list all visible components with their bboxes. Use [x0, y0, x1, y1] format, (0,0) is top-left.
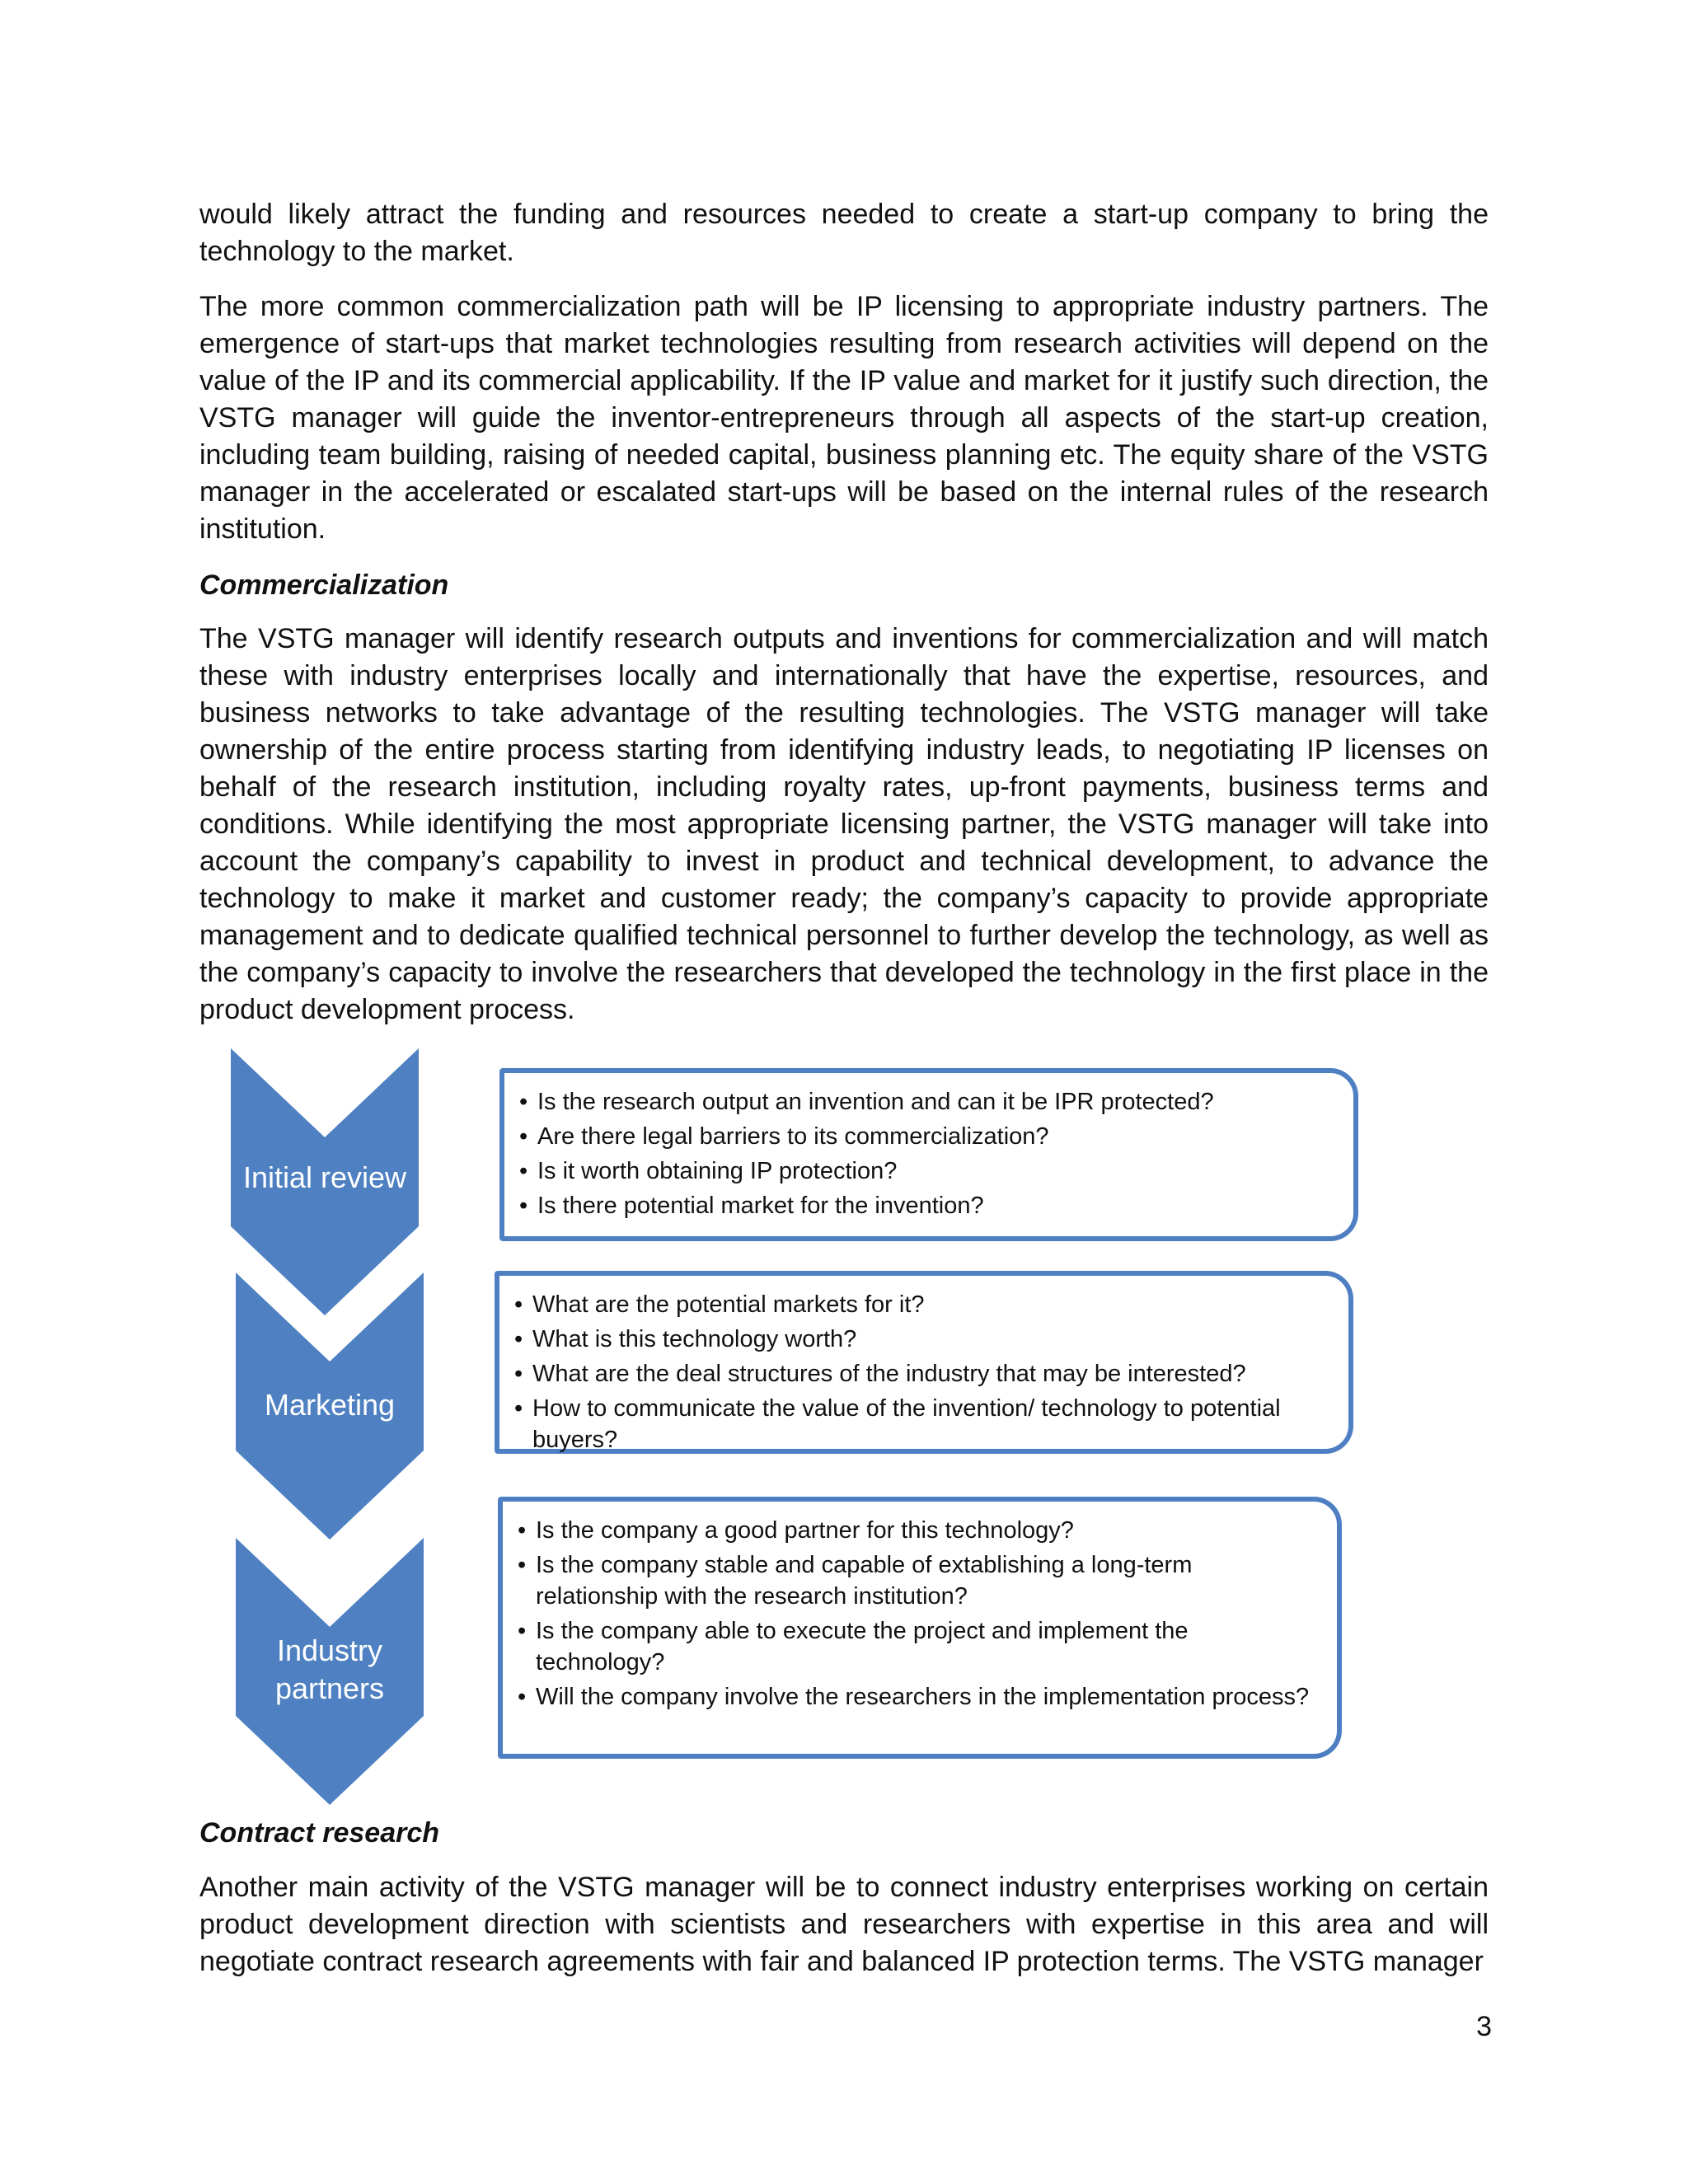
paragraph-commercialization: The VSTG manager will identify research outputs and inventions for commercialization and will match these with industry enterprises locally and internationally that have the expertise, resources, and business networks to take advantage of the resulting technologies. The VSTG manager will take ownership of the entire process starting from identifying industry leads, to negotiating IP licenses on behalf of the research institution, including royalty rates, up-front payments, business terms and conditions. While identifying the most appropriate licensing partner, the VSTG manager will take into account the company’s capability to invest in product and technical development, to advance the technology to make it market and customer ready; the company’s capacity to provide appropriate management and to dedicate qualified technical personnel to further develop the technology, as well as the company’s capacity to involve the researchers that developed the technology in the first place in the product development process.: [199, 623, 1489, 1025]
question-item: • Are there legal barriers to its commercialization?: [519, 1121, 1337, 1152]
stage-label-industry-partners: Industry partners: [274, 1633, 385, 1705]
bullet-icon: •: [518, 1552, 527, 1578]
bullet-icon: •: [514, 1361, 523, 1387]
bullet-icon: •: [519, 1158, 528, 1184]
paragraph-contract-research: Another main activity of the VSTG manager will be to connect industry enterprises working on certain product development direction with scientists and researchers with expertise in this area and will negotiate contract research agreements with fair and balanced IP protection terms. The VSTG manager: [199, 1872, 1489, 1977]
question-item: • Is the company able to execute the project and implement the technology?: [518, 1615, 1320, 1678]
bullet-icon: •: [514, 1326, 523, 1352]
questions-box-initial-review: [499, 1068, 1358, 1241]
paragraph-ip-licensing: The more common commercialization path will be IP licensing to appropriate industry partners. The emergence of start-ups that market technologies resulting from research activities will depend on the value of the IP and its commercial applicability. If the IP value and market for it justify such direction, the VSTG manager will guide the inventor-entrepreneurs through all aspects of the start-up creation, including team building, raising of needed capital, business planning etc. The equity share of the VSTG manager in the accelerated or escalated start-ups will be based on the internal rules of the research institution.: [199, 291, 1489, 545]
page-number: 3: [1476, 2011, 1492, 2042]
heading-contract-research: Contract research: [199, 1817, 440, 1849]
bullet-icon: •: [518, 1618, 527, 1644]
questions-box-marketing: [495, 1271, 1353, 1454]
bullet-icon: •: [518, 1517, 527, 1544]
question-item: • What is this technology worth?: [514, 1324, 1332, 1355]
stage-label-marketing: Marketing: [264, 1388, 396, 1422]
question-item: • Is the company a good partner for this technology?: [518, 1515, 1320, 1546]
questions-box-industry-partners: [498, 1497, 1342, 1759]
question-item: • How to communicate the value of the invention/ technology to potential buyers?: [514, 1393, 1332, 1455]
bullet-icon: •: [519, 1123, 528, 1150]
question-item: • Is the company stable and capable of extablishing a long-term relationship with the research institution?: [518, 1549, 1320, 1612]
chevron-industry-partners: [234, 1536, 425, 1808]
bullet-icon: •: [519, 1193, 528, 1219]
question-item: • Is the research output an invention and can it be IPR protected?: [519, 1086, 1337, 1118]
bullet-icon: •: [519, 1089, 528, 1115]
heading-commercialization: Commercialization: [199, 569, 449, 601]
bullet-icon: •: [514, 1291, 523, 1318]
chevron-marketing: [234, 1271, 425, 1543]
bullet-icon: •: [514, 1395, 523, 1422]
bullet-icon: •: [518, 1684, 527, 1710]
question-item: • Will the company involve the researchers in the implementation process?: [518, 1681, 1320, 1713]
question-item: • Is there potential market for the invention?: [519, 1190, 1337, 1221]
question-item: • What are the potential markets for it?: [514, 1289, 1332, 1320]
stage-label-initial-review: Initial review: [242, 1160, 407, 1194]
question-item: • Is it worth obtaining IP protection?: [519, 1155, 1337, 1187]
question-item: • What are the deal structures of the industry that may be interested?: [514, 1358, 1332, 1390]
paragraph-intro-continuation: would likely attract the funding and resources needed to create a start-up company to bring the technology to the market.: [199, 199, 1489, 267]
